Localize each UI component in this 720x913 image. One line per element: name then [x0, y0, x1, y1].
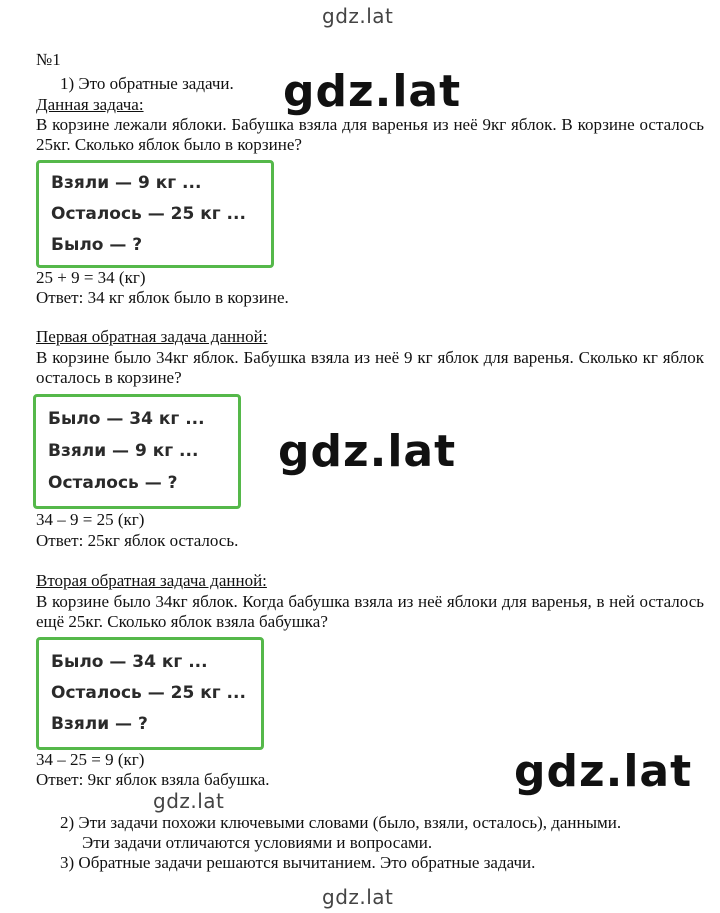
second-inverse-text: В корзине было 34кг яблок. Когда бабушка взяла из неё яблоки для варенья, в ней осталось ещё 25кг. Сколько яблок взяла бабушка?: [36, 592, 704, 631]
box-line: Взяли — ?: [51, 714, 148, 734]
item-3: 3) Обратные задачи решаются вычитанием. Это обратные задачи.: [60, 853, 536, 872]
watermark-mid-2: gdz.lat: [278, 426, 457, 477]
watermark-top: gdz.lat: [322, 4, 394, 28]
given-task-answer: Ответ: 34 кг яблок было в корзине.: [36, 288, 289, 307]
given-task-text: В корзине лежали яблоки. Бабушка взяла для варенья из неё 9кг яблок. В корзине осталось 25кг. Сколько яблок было в корзине?: [36, 115, 704, 154]
first-inverse-solution: 34 – 9 = 25 (кг): [36, 510, 145, 529]
item-2: 2) Эти задачи похожи ключевыми словами (было, взяли, осталось), данными.: [60, 813, 622, 832]
first-inverse-text: В корзине было 34кг яблок. Бабушка взяла из неё 9 кг яблок для варенья. Сколько кг яблок осталось в корзине?: [36, 348, 704, 387]
second-inverse-answer: Ответ: 9кг яблок взяла бабушка.: [36, 770, 270, 789]
box-line: Было — 34 кг ...: [48, 409, 205, 429]
box-line: Было — ?: [51, 235, 143, 255]
watermark-right: gdz.lat: [514, 746, 693, 797]
watermark-mid-1: gdz.lat: [283, 66, 462, 117]
task-number: №1: [36, 50, 61, 69]
box-line: Взяли — 9 кг ...: [51, 173, 202, 193]
first-inverse-box: [33, 394, 241, 509]
second-inverse-solution: 34 – 25 = 9 (кг): [36, 750, 145, 769]
box-line: Взяли — 9 кг ...: [48, 441, 199, 461]
item-2-continuation: Эти задачи отличаются условиями и вопросами.: [82, 833, 433, 852]
box-line: Осталось — ?: [48, 473, 178, 493]
item-1: 1) Это обратные задачи.: [60, 74, 234, 93]
second-inverse-heading: Вторая обратная задача данной:: [36, 571, 267, 590]
watermark-small: gdz.lat: [153, 789, 225, 813]
first-inverse-answer: Ответ: 25кг яблок осталось.: [36, 531, 239, 550]
second-inverse-box: [36, 637, 264, 750]
given-task-solution: 25 + 9 = 34 (кг): [36, 268, 146, 287]
given-task-heading: Данная задача:: [36, 95, 144, 114]
given-task-box: [36, 160, 274, 268]
box-line: Было — 34 кг ...: [51, 652, 208, 672]
first-inverse-heading: Первая обратная задача данной:: [36, 327, 268, 346]
box-line: Осталось — 25 кг ...: [51, 204, 246, 224]
box-line: Осталось — 25 кг ...: [51, 683, 246, 703]
watermark-bottom: gdz.lat: [322, 885, 394, 909]
